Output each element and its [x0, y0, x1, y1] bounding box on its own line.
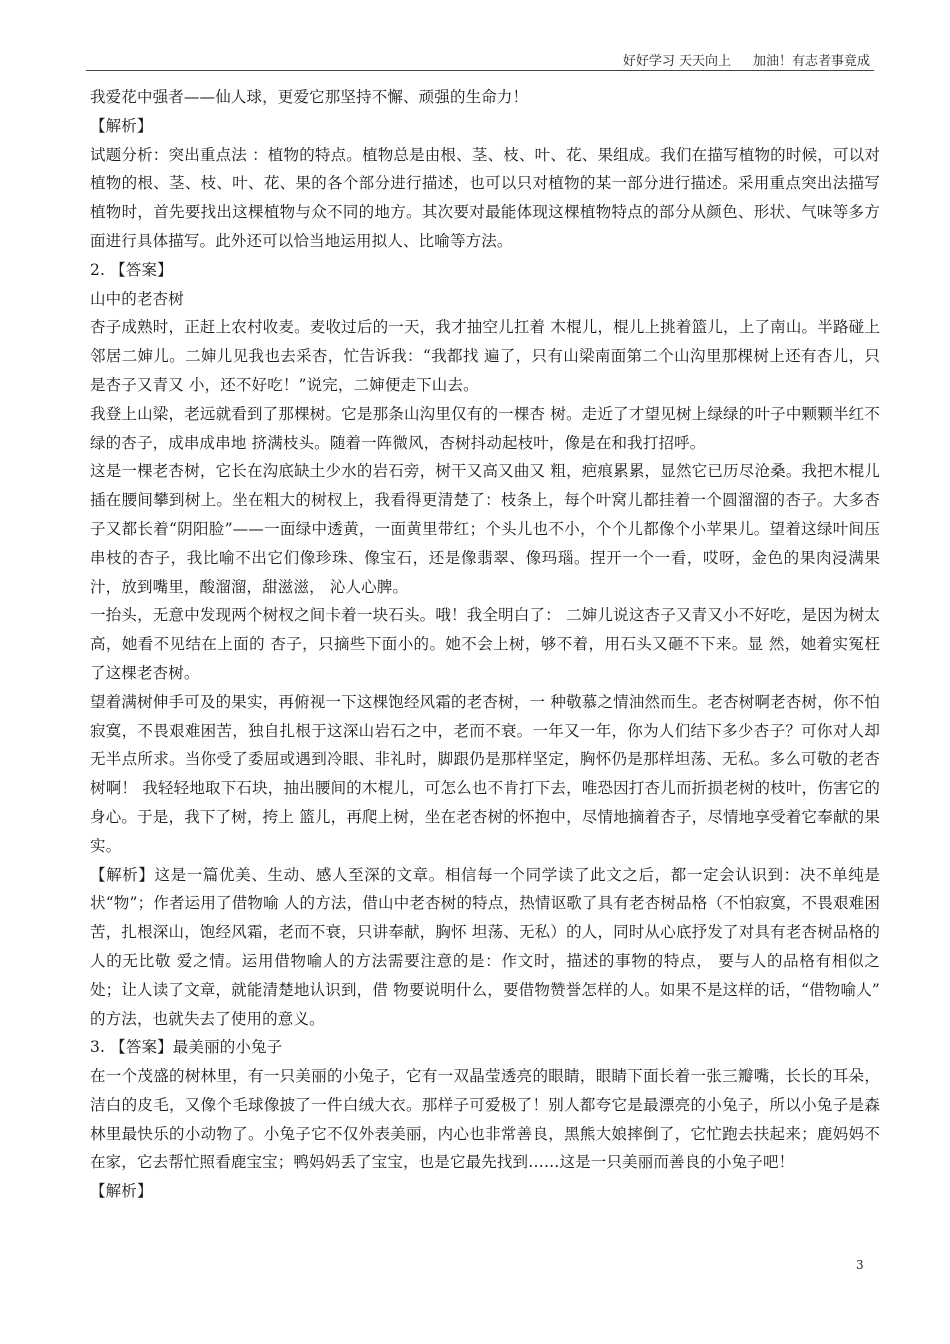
paragraph: 我爱花中强者——仙人球，更爱它那坚持不懈、顽强的生命力！	[90, 88, 529, 106]
paragraph: 望着满树伸手可及的果实，再俯视一下这棵饱经风霜的老杏树，一 种敬慕之情油然而生。老杏树啊老杏树，你不怕寂寞，不畏艰难困苦，独自扎根于这深山岩石之中，老而不衰。一年又一年，你为人们结下多少杏子？可你对人却无半点所求。当你受了委屈或遇到冷眼、非礼时，脚跟仍是那样坚定，胸怀仍是那样坦荡、无私。多么可敬的老杏树啊！ 我轻轻地取下石块，抽出腰间的木棍儿，可怎么也不肯打下去，唯恐因打杏儿而折损老树的枝叶，伤害它的身心。于是，我下了树，挎上 篮儿，再爬上树，坐在老杏树的怀抱中，尽情地摘着杏子，尽情地享受着它奉献的果实。	[90, 692, 880, 855]
page-header	[560, 50, 870, 69]
analysis-heading: 【解析】	[90, 1182, 153, 1201]
answer-heading: 3. 【答案】最美丽的小兔子	[90, 1038, 283, 1057]
paragraph: 杏子成熟时，正赶上农村收麦。麦收过后的一天，我才抽空儿扛着 木棍儿，棍儿上挑着篮儿，上了南山。半路碰上邻居二婶儿。二婶儿见我也去采杏，忙告诉我：“我都找 遍了，只有山梁南面第二个山沟里那棵树上还有杏儿，只是杏子又青又 小，还不好吃！”说完，二婶便走下山去。	[90, 318, 880, 394]
analysis-heading: 【解析】	[90, 116, 153, 135]
paragraph: 我登上山梁，老远就看到了那棵树。它是那条山沟里仅有的一棵杏 树。走近了才望见树上绿绿的叶子中颗颗半红不绿的杏子，成串成串地 挤满枝头。随着一阵微风，杏树抖动起枝叶，像是在和我打招呼。	[90, 404, 880, 452]
paragraph: 【解析】这是一篇优美、生动、感人至深的文章。相信每一个同学读了此文之后，都一定会认识到：决不单纯是状“物”；作者运用了借物喻 人的方法，借山中老杏树的特点，热情讴歌了具有老杏树品格（不怕寂寞，不畏艰难困苦，扎根深山，饱经风霜，老而不衰，只讲奉献，胸怀 坦荡、无私）的人，同时从心底抒发了对具有老杏树品格的人的无比敬 爱之情。运用借物喻人的方法需要注意的是：作文时，描述的事物的特点， 要与人的品格有相似之处；让人读了文章，就能清楚地认识到，借 物要说明什么，要借物赞誉怎样的人。如果不是这样的话，“借物喻人” 的方法，也就失去了使用的意义。	[90, 865, 880, 1028]
answer-heading: 2. 【答案】	[90, 260, 173, 279]
document-body	[90, 83, 880, 1206]
paragraph: 试题分析：突出重点法 ：植物的特点。植物总是由根、茎、枝、叶、花、果组成。我们在描写植物的时候，可以对植物的根、茎、枝、叶、花、果的各个部分进行描述，也可以只对植物的某一部分进行描述。采用重点突出法描写植物时，首先要找出这棵植物与众不同的地方。其次要对最能体现这棵植物特点的部分从颜色、形状、气味等多方面进行具体描写。此外还可以恰当地运用拟人、比喻等方法。	[90, 145, 880, 250]
header-motto-left: 好好学习 天天向上	[622, 54, 731, 69]
header-motto-right: 加油！有志者事竟成	[752, 54, 870, 69]
paragraph: 一抬头，无意中发现两个树杈之间卡着一块石头。哦！我全明白了： 二婶儿说这杏子又青又小不好吃，是因为树太高，她看不见结在上面的 杏子，只摘些下面小的。她不会上树，够不着，用石头又砸不下来。显 然，她着实冤枉了这棵老杏树。	[90, 606, 880, 682]
paragraph: 在一个茂盛的树林里，有一只美丽的小兔子，它有一双晶莹透亮的眼睛，眼睛下面长着一张三瓣嘴，长长的耳朵，洁白的皮毛，又像个毛球像披了一件白绒大衣。那样子可爱极了！别人都夸它是最漂亮的小兔子，所以小兔子是森林里最快乐的小动物了。小兔子它不仅外表美丽，内心也非常善良，黑熊大娘摔倒了，它忙跑去扶起来；鹿妈妈不在家，它去帮忙照看鹿宝宝；鸭妈妈丢了宝宝，也是它最先找到……这是一只美丽而善良的小兔子吧！	[90, 1067, 880, 1172]
page-number: 3	[856, 1258, 864, 1272]
header-rule	[86, 70, 874, 71]
essay-title: 山中的老杏树	[90, 289, 184, 308]
paragraph: 这是一棵老杏树，它长在沟底缺土少水的岩石旁，树干又高又曲又 粗，疤痕累累，显然它已历尽沧桑。我把木棍儿插在腰间攀到树上。坐在粗大的树杈上，我看得更清楚了：枝条上，每个叶窝儿都挂着一个圆溜溜的杏子。大多杏子又都长着“阴阳脸”——一面绿中透黄，一面黄里带红；个头儿也不小，个个儿都像个小苹果儿。望着这绿叶间压串枝的杏子，我比喻不出它们像珍珠、像宝石，还是像翡翠、像玛瑙。捏开一个一看，哎呀，金色的果肉浸满果汁，放到嘴里，酸溜溜，甜滋滋， 沁人心脾。	[90, 462, 880, 596]
